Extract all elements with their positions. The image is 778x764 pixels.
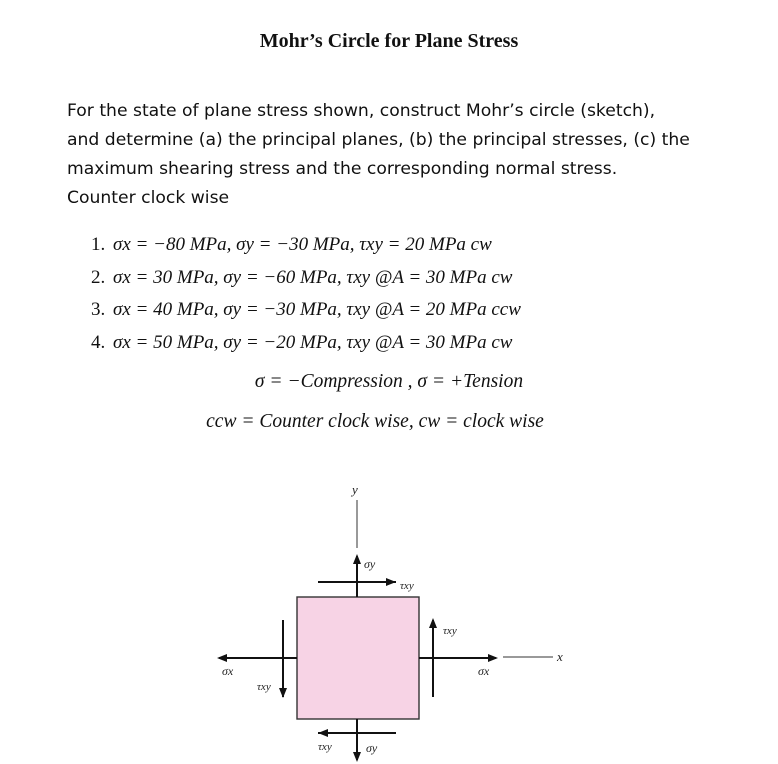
item-text: σx = 50 MPa, σy = −20 MPa, τxy @A = 30 MPa cw (113, 331, 513, 353)
item-number: 2. (91, 266, 106, 288)
item-text: σx = 30 MPa, σy = −60 MPa, τxy @A = 30 MPa cw (113, 266, 513, 288)
item-number: 3. (91, 299, 106, 320)
sign-note-text: σ = −Compression , σ = +Tension (254, 371, 524, 392)
x-axis-label: x (557, 649, 563, 664)
direction-note-text: ccw = Counter clock wise, cw = clock wise (206, 411, 544, 432)
item-number: 1. (91, 234, 106, 255)
statement-line: Counter clock wise (67, 188, 230, 208)
tau-label-left: τxy (257, 681, 271, 693)
tau-label-right: τxy (443, 625, 457, 637)
statement-line: For the state of plane stress shown, construct Mohr’s circle (sketch), (67, 101, 656, 121)
sigma-x-label-right: σx (478, 664, 490, 678)
page-title: Mohr’s Circle for Plane Stress (259, 30, 519, 52)
item-text: σx = 40 MPa, σy = −30 MPa, τxy @A = 20 MPa ccw (113, 299, 521, 320)
y-axis-label: y (352, 482, 358, 497)
tau-label-top: τxy (400, 580, 414, 592)
sigma-y-label-bottom: σy (366, 741, 378, 755)
sigma-y-label-top: σy (364, 557, 376, 571)
stress-element (297, 597, 419, 719)
statement-line: and determine (a) the principal planes, (b) the principal stresses, (c) the (67, 130, 690, 150)
statement-line: maximum shearing stress and the corresponding normal stress. (67, 159, 618, 179)
tau-label-bottom: τxy (318, 741, 332, 753)
item-number: 4. (91, 331, 106, 353)
sigma-x-label-left: σx (222, 664, 234, 678)
item-text: σx = −80 MPa, σy = −30 MPa, τxy = 20 MPa cw (113, 234, 492, 255)
